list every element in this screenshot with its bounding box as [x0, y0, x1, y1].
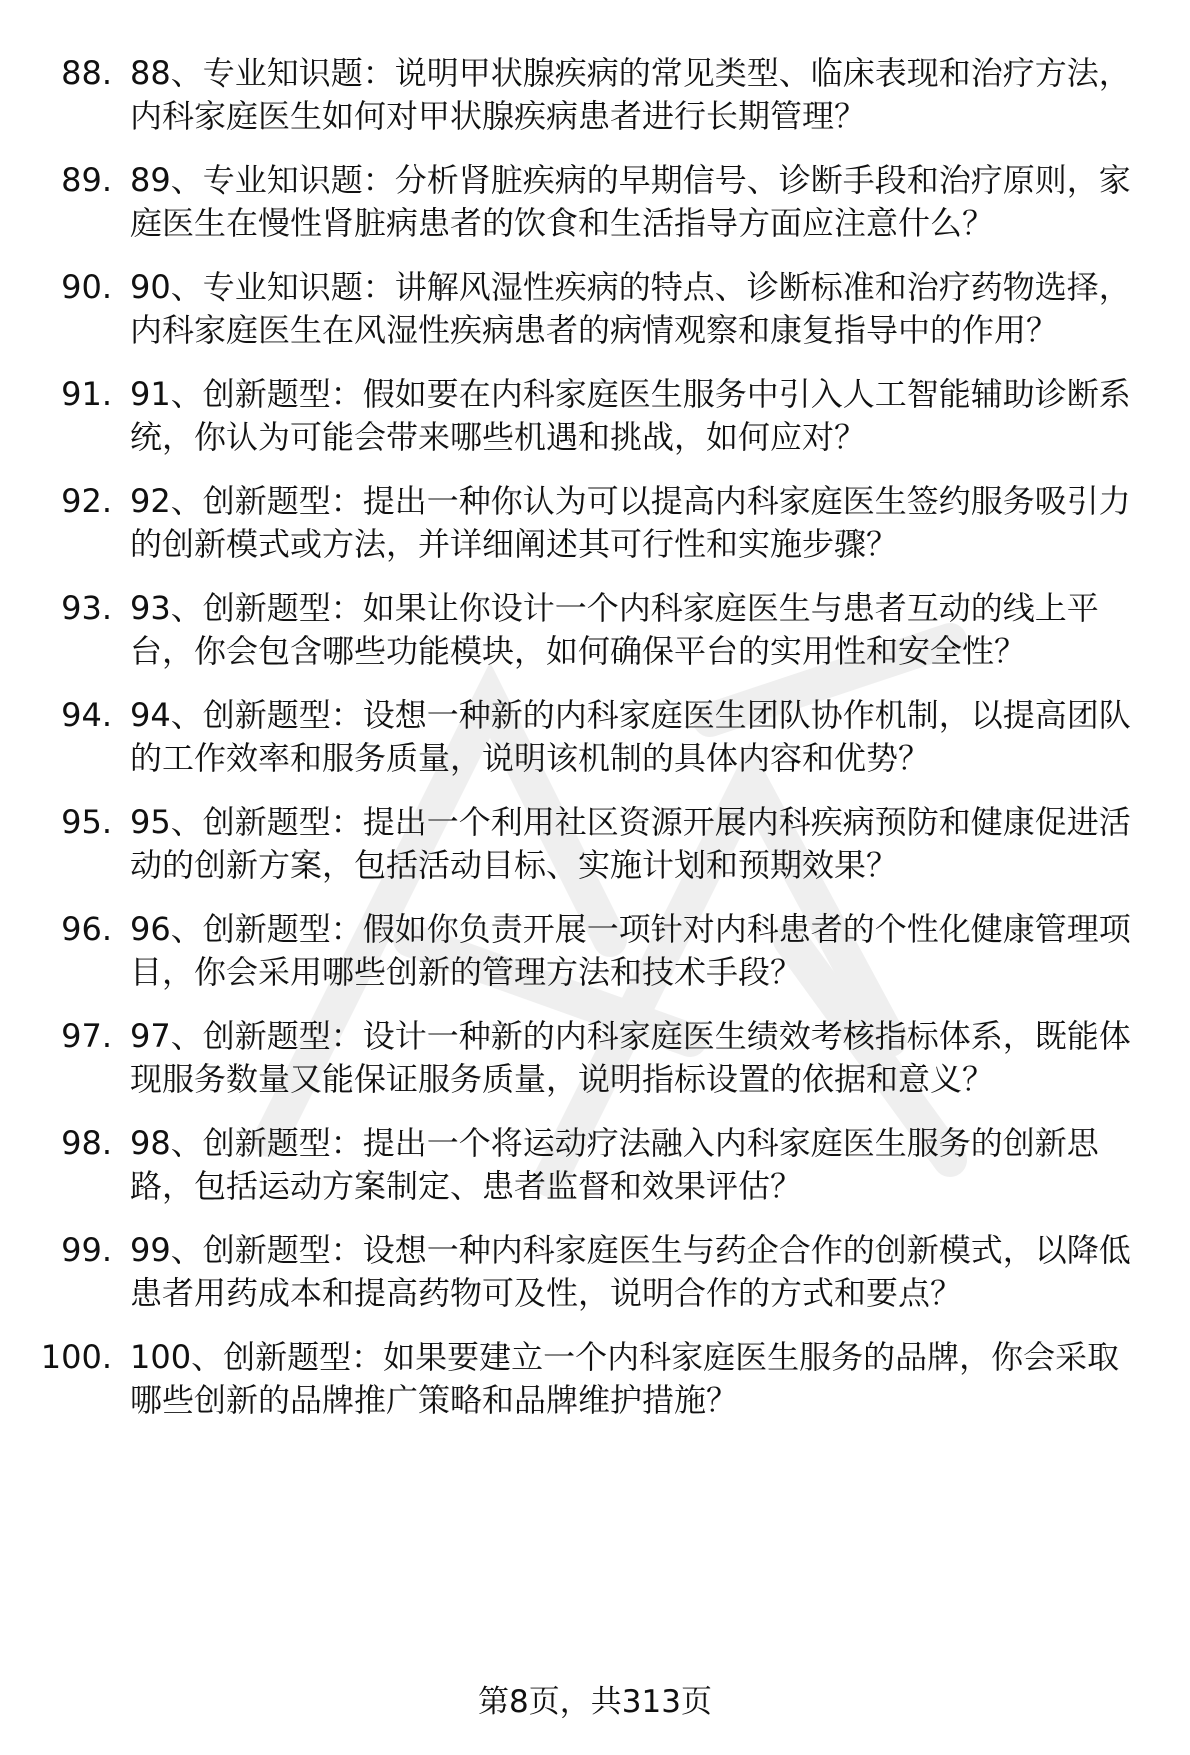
question-number: 99.	[61, 1231, 112, 1269]
question-number: 94.	[61, 696, 112, 734]
question-item	[0, 480, 1190, 566]
question-text: 88、专业知识题：说明甲状腺疾病的常见类型、临床表现和治疗方法，内科家庭医生如何对甲状腺疾病患者进行长期管理？	[130, 54, 1131, 135]
question-text: 98、创新题型：提出一个将运动疗法融入内科家庭医生服务的创新思路，包括运动方案制定、患者监督和效果评估？	[130, 1124, 1099, 1205]
question-text: 89、专业知识题：分析肾脏疾病的早期信号、诊断手段和治疗原则，家庭医生在慢性肾脏病患者的饮食和生活指导方面应注意什么？	[130, 161, 1131, 242]
question-item	[0, 801, 1190, 887]
question-text: 99、创新题型：设想一种内科家庭医生与药企合作的创新模式，以降低患者用药成本和提高药物可及性，说明合作的方式和要点？	[130, 1231, 1131, 1312]
question-number: 90.	[61, 268, 112, 306]
question-item	[0, 266, 1190, 352]
question-item	[0, 1015, 1190, 1101]
question-text: 92、创新题型：提出一种你认为可以提高内科家庭医生签约服务吸引力的创新模式或方法，并详细阐述其可行性和实施步骤？	[130, 482, 1131, 563]
question-text: 95、创新题型：提出一个利用社区资源开展内科疾病预防和健康促进活动的创新方案，包括活动目标、实施计划和预期效果？	[130, 803, 1131, 884]
page-number-label: 第8页，共313页	[478, 1684, 712, 1720]
question-number: 91.	[61, 375, 112, 413]
question-text: 94、创新题型：设想一种新的内科家庭医生团队协作机制，以提高团队的工作效率和服务质量，说明该机制的具体内容和优势？	[130, 696, 1131, 777]
question-text: 96、创新题型：假如你负责开展一项针对内科患者的个性化健康管理项目，你会采用哪些创新的管理方法和技术手段？	[130, 910, 1131, 991]
question-list	[0, 52, 1190, 1443]
question-text: 97、创新题型：设计一种新的内科家庭医生绩效考核指标体系，既能体现服务数量又能保证服务质量，说明指标设置的依据和意义？	[130, 1017, 1131, 1098]
question-number: 93.	[61, 589, 112, 627]
question-item	[0, 1122, 1190, 1208]
question-number: 98.	[61, 1124, 112, 1162]
question-item	[0, 694, 1190, 780]
question-item	[0, 52, 1190, 138]
question-text: 90、专业知识题：讲解风湿性疾病的特点、诊断标准和治疗药物选择，内科家庭医生在风湿性疾病患者的病情观察和康复指导中的作用？	[130, 268, 1131, 349]
question-text: 100、创新题型：如果要建立一个内科家庭医生服务的品牌，你会采取哪些创新的品牌推广策略和品牌维护措施？	[130, 1338, 1120, 1419]
page-footer	[0, 1682, 1190, 1722]
question-item	[0, 1229, 1190, 1315]
question-number: 95.	[61, 803, 112, 841]
question-number: 89.	[61, 161, 112, 199]
question-number: 96.	[61, 910, 112, 948]
question-text: 91、创新题型：假如要在内科家庭医生服务中引入人工智能辅助诊断系统，你认为可能会带来哪些机遇和挑战，如何应对？	[130, 375, 1131, 456]
question-item	[0, 908, 1190, 994]
question-text: 93、创新题型：如果让你设计一个内科家庭医生与患者互动的线上平台，你会包含哪些功能模块，如何确保平台的实用性和安全性？	[130, 589, 1099, 670]
question-item	[0, 587, 1190, 673]
question-item	[0, 373, 1190, 459]
question-item	[0, 1336, 1190, 1422]
question-number: 92.	[61, 482, 112, 520]
question-number: 97.	[61, 1017, 112, 1055]
question-number: 88.	[61, 54, 112, 92]
question-number: 100.	[40, 1338, 112, 1376]
question-item	[0, 159, 1190, 245]
